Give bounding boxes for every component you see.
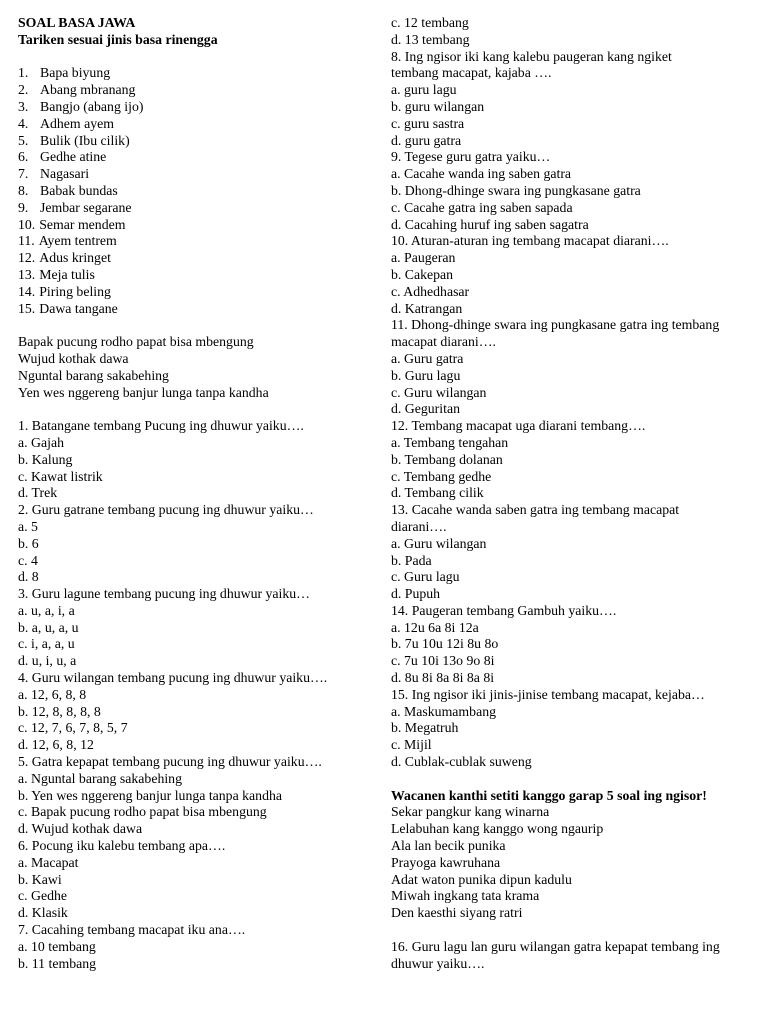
question-line: a. Guru gatra [391,350,464,366]
question-line: 10. Aturan-aturan ing tembang macapat diarani…. [391,233,669,249]
question-line: tembang macapat, kajaba …. [391,65,552,81]
item-number: 11. [18,233,35,249]
question-line: 1. Batangane tembang Pucung ing dhuwur yaiku…. [18,418,304,434]
question-line: 12. Tembang macapat uga diarani tembang…. [391,418,646,434]
question-line: c. guru sastra [391,115,465,131]
item-text: Piring beling [39,283,111,299]
question-line: a. Paugeran [391,250,456,266]
poem-line: Nguntal barang sakabehing [18,367,169,383]
question-line: d. Pupuh [391,586,441,602]
question-line: d. Cublak-cublak suweng [391,754,532,770]
item-number: 9. [18,199,29,215]
question-line: d. 8u 8i 8a 8i 8a 8i [391,670,495,686]
question-line: b. Yen wes nggereng banjur lunga tanpa kandha [18,787,282,803]
question-line: a. Cacahe wanda ing saben gatra [391,166,572,182]
spacer [391,771,763,788]
question-line: 6. Pocung iku kalebu tembang apa…. [18,838,226,854]
question-line: d. Geguritan [391,401,460,417]
question-line: c. Guru wilangan [391,384,487,400]
list-item [18,301,380,318]
item-number: 5. [18,132,29,148]
item-text: Nagasari [40,166,90,182]
list-item [18,267,380,284]
question-line: 4. Guru wilangan tembang pucung ing dhuwur yaiku…. [18,670,328,686]
item-text: Jembar segarane [40,199,132,215]
poem-line: Bapak pucung rodho papat bisa mbengung [18,334,254,350]
left-column [18,15,380,972]
spacer [18,317,380,334]
question-line: b. 6 [18,535,39,551]
question-line: c. 4 [18,552,38,568]
poem-line: Lelabuhan kang kanggo wong ngaurip [391,821,604,837]
question-line: c. Tembang gedhe [391,468,492,484]
question-line: d. Trek [18,485,58,501]
question-line: a. Nguntal barang sakabehing [18,770,182,786]
list-item [18,99,380,116]
question-line: a. Maskumambang [391,703,496,719]
item-number: 13. [18,266,36,282]
question-line: c. i, a, a, u [18,636,75,652]
question-16 [391,939,763,973]
question-line: a. u, a, i, a [18,602,75,618]
question-line: d. 13 tembang [391,31,470,47]
question-line: c. 7u 10i 13o 9o 8i [391,653,495,669]
poem-line: Prayoga kawruhana [391,854,501,870]
item-number: 1. [18,65,29,81]
item-text: Dawa tangane [39,300,118,316]
poem-line: Adat waton punika dipun kadulu [391,871,572,887]
question-line: b. Dhong-dhinge swara ing pungkasane gatra [391,182,641,198]
item-text: Bangjo (abang ijo) [40,98,144,114]
item-number: 8. [18,182,29,198]
question-line: a. guru lagu [391,82,457,98]
question-line: a. Gajah [18,434,64,450]
question-line: b. Megatruh [391,720,459,736]
question-line: a. 10 tembang [18,938,96,954]
question-line: b. guru wilangan [391,98,485,114]
list-item [18,250,380,267]
question-line: b. 11 tembang [18,955,97,971]
list-item [18,233,380,250]
question-line: 3. Guru lagune tembang pucung ing dhuwur yaiku… [18,586,310,602]
item-text: Adhem ayem [40,115,114,131]
question-line: 7. Cacahing tembang macapat iku ana…. [18,922,246,938]
question-line: d. Wujud kothak dawa [18,821,143,837]
item-number: 6. [18,149,29,165]
spacer [18,401,380,418]
question-line: b. Tembang dolanan [391,451,503,467]
question-line: b. Kalung [18,451,73,467]
question-line: d. 12, 6, 8, 12 [18,737,94,753]
question-line: c. Gedhe [18,888,68,904]
question-line: d. Katrangan [391,300,463,316]
question-line: d. Klasik [18,905,68,921]
spacer [391,922,763,939]
question-line: b. Kawi [18,871,62,887]
rinengga-list [18,65,380,317]
question-line: dhuwur yaiku…. [391,955,485,971]
item-text: Adus kringet [39,250,111,266]
item-number: 4. [18,115,29,131]
question-line: c. 12 tembang [391,15,469,30]
question-line: b. Pada [391,552,432,568]
question-line: c. Mijil [391,737,432,753]
question-line: c. 12, 7, 6, 7, 8, 5, 7 [18,720,128,736]
document-title: SOAL BASA JAWA [18,15,136,30]
question-line: 2. Guru gatrane tembang pucung ing dhuwur yaiku… [18,502,314,518]
question-line: a. 5 [18,518,38,534]
item-text: Abang mbranang [40,82,136,98]
item-number: 10. [18,216,36,232]
item-text: Gedhe atine [40,149,107,165]
question-line: 5. Gatra kepapat tembang pucung ing dhuwur yaiku…. [18,754,322,770]
question-line: b. Guru lagu [391,367,461,383]
pangkur-poem [391,804,763,922]
item-text: Semar mendem [39,216,126,232]
question-line: d. Cacahing huruf ing saben sagatra [391,216,589,232]
question-line: 15. Ing ngisor iki jinis-jinise tembang macapat, kejaba… [391,686,705,702]
item-text: Babak bundas [40,182,118,198]
question-line: b. a, u, a, u [18,619,79,635]
item-number: 2. [18,82,29,98]
question-line: c. Guru lagu [391,569,460,585]
question-line: 11. Dhong-dhinge swara ing pungkasane gatra ing tembang [391,317,720,333]
section-instruction: Tariken sesuai jinis basa rinengga [18,31,218,47]
list-item [18,166,380,183]
item-number: 15. [18,300,36,316]
item-number: 12. [18,250,36,266]
poem-line: Ala lan becik punika [391,838,506,854]
item-text: Bulik (Ibu cilik) [40,132,130,148]
reading-heading: Wacanen kanthi setiti kanggo garap 5 soal ing ngisor! [391,787,707,803]
poem-line: Sekar pangkur kang winarna [391,804,550,820]
question-line: macapat diarani…. [391,334,496,350]
question-line: d. u, i, u, a [18,653,77,669]
question-line: b. 7u 10u 12i 8u 8o [391,636,499,652]
question-line: 16. Guru lagu lan guru wilangan gatra kepapat tembang ing [391,938,720,954]
question-line: c. Adhedhasar [391,283,470,299]
question-line: d. 8 [18,569,39,585]
poem-line: Miwah ingkang tata krama [391,888,540,904]
question-list-right [391,15,763,771]
question-list-left [18,418,380,972]
list-item [18,200,380,217]
item-number: 7. [18,166,29,182]
list-item [18,65,380,82]
poem-line: Yen wes nggereng banjur lunga tanpa kandha [18,384,269,400]
list-item [18,149,380,166]
question-line: c. Cacahe gatra ing saben sapada [391,199,573,215]
question-line: 14. Paugeran tembang Gambuh yaiku…. [391,602,617,618]
poem-line: Den kaesthi siyang ratri [391,905,523,921]
list-item [18,133,380,150]
question-line: 8. Ing ngisor iki kang kalebu paugeran kang ngiket [391,48,672,64]
question-line: diarani…. [391,518,447,534]
question-line: d. guru gatra [391,132,462,148]
question-line: b. Cakepan [391,266,454,282]
poem-line: Wujud kothak dawa [18,350,129,366]
question-line: a. 12u 6a 8i 12a [391,619,479,635]
question-line: a. Guru wilangan [391,535,487,551]
question-line: a. Macapat [18,854,79,870]
item-text: Meja tulis [39,266,95,282]
question-line: a. Tembang tengahan [391,434,509,450]
item-text: Bapa biyung [40,65,111,81]
question-line: 9. Tegese guru gatra yaiku… [391,149,551,165]
item-number: 3. [18,98,29,114]
question-line: c. Kawat listrik [18,468,103,484]
question-line: c. Bapak pucung rodho papat bisa mbengung [18,804,267,820]
pucung-poem [18,334,380,401]
list-item [18,183,380,200]
list-item [18,82,380,99]
question-line: d. Tembang cilik [391,485,484,501]
item-text: Ayem tentrem [38,233,117,249]
item-number: 14. [18,283,36,299]
question-line: 13. Cacahe wanda saben gatra ing tembang macapat [391,502,680,518]
list-item [18,284,380,301]
right-column [391,15,763,972]
spacer [18,49,380,66]
list-item [18,217,380,234]
question-line: a. 12, 6, 8, 8 [18,686,87,702]
list-item [18,116,380,133]
question-line: b. 12, 8, 8, 8, 8 [18,703,101,719]
